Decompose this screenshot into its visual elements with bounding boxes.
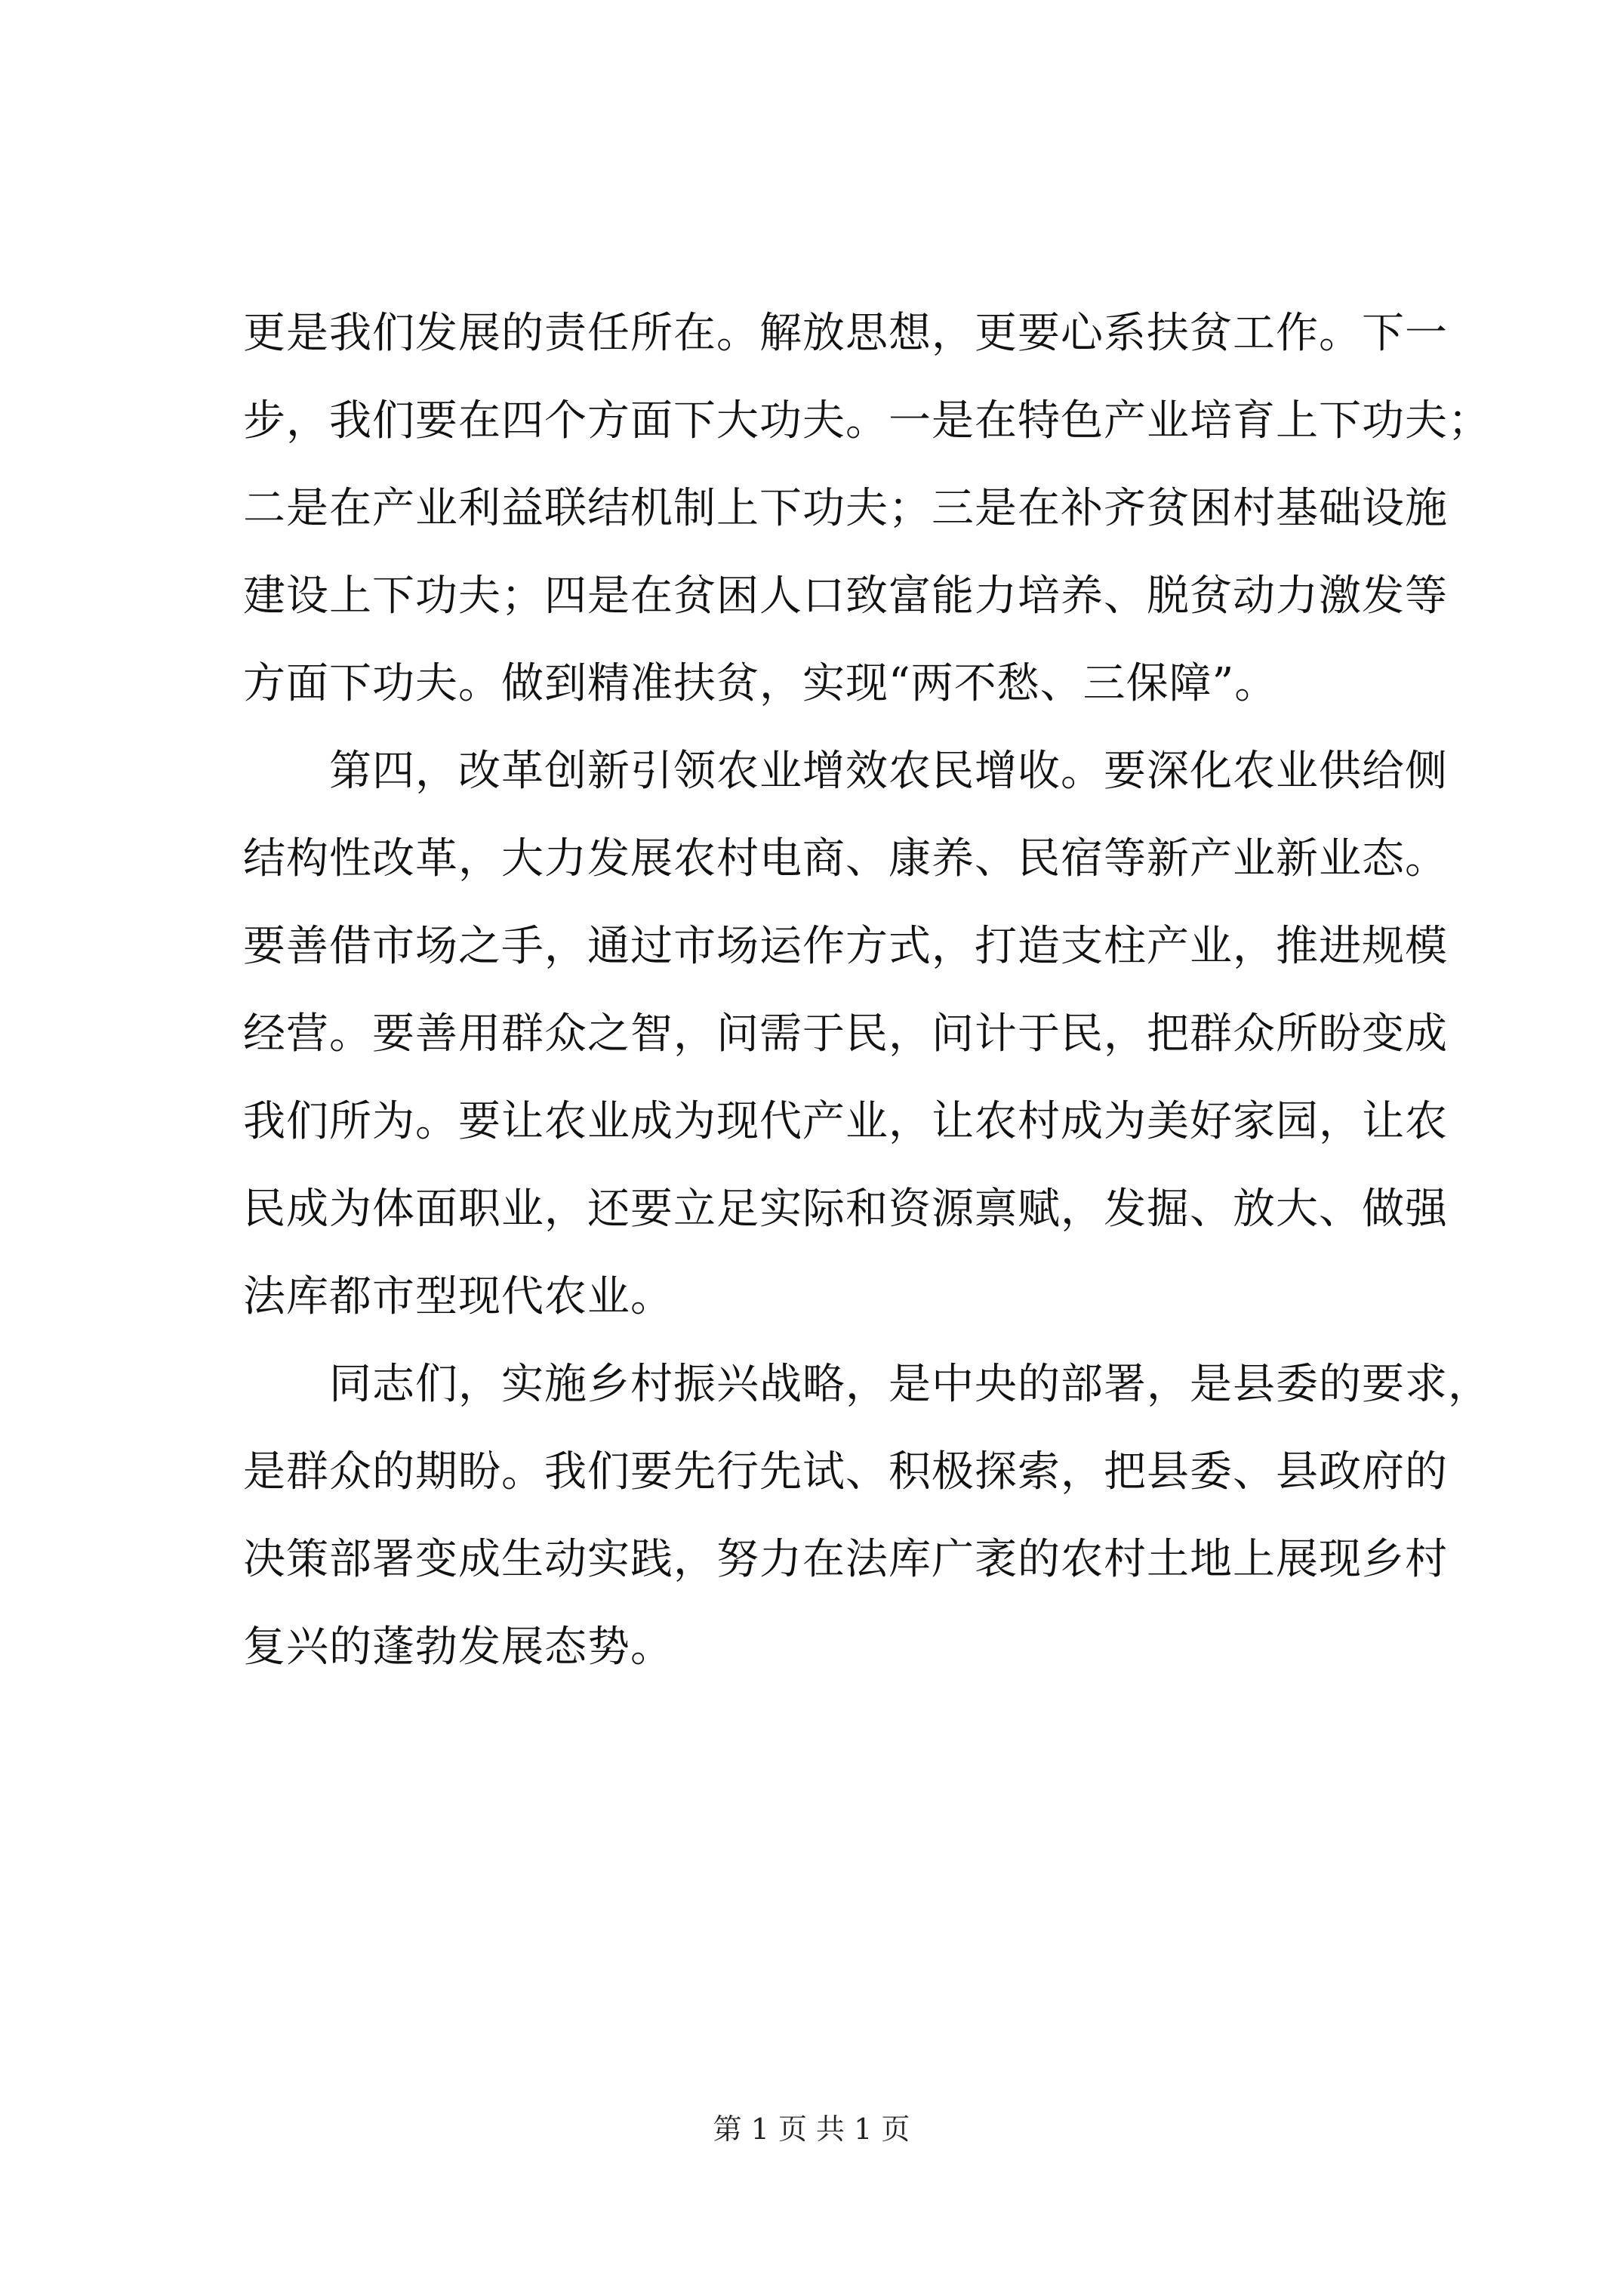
text-line: 二是在产业利益联结机制上下功夫；三是在补齐贫困村基础设施	[243, 484, 1448, 533]
text-line: 结构性改革，大力发展农村电商、康养、民宿等新产业新业态。	[243, 834, 1448, 883]
text-line: 法库都市型现代农业。	[243, 1272, 673, 1321]
paragraph-start-line: 第四，改革创新引领农业增效农民增收。要深化农业供给侧	[243, 747, 1448, 796]
text-line: 要善借市场之手，通过市场运作方式，打造支柱产业，推进规模	[243, 922, 1448, 971]
text-line: 更是我们发展的责任所在。解放思想，更要心系扶贫工作。下一	[243, 309, 1448, 358]
paragraph-start-line: 同志们，实施乡村振兴战略，是中央的部署，是县委的要求，	[243, 1360, 1491, 1409]
text-line: 复兴的蓬勃发展态势。	[243, 1623, 673, 1672]
text-line: 我们所为。要让农业成为现代产业，让农村成为美好家园，让农	[243, 1097, 1448, 1146]
text-line: 经营。要善用群众之智，问需于民，问计于民，把群众所盼变成	[243, 1009, 1448, 1059]
text-line: 决策部署变成生动实践，努力在法库广袤的农村土地上展现乡村	[243, 1535, 1448, 1584]
page-number-footer: 第 1 页 共 1 页	[713, 2113, 910, 2146]
document-body	[243, 290, 1491, 1691]
text-line: 民成为体面职业，还要立足实际和资源禀赋，发掘、放大、做强	[243, 1185, 1448, 1234]
text-line: 步，我们要在四个方面下大功夫。一是在特色产业培育上下功夫；	[243, 396, 1491, 445]
text-line: 方面下功夫。做到精准扶贫，实现“两不愁、三保障”。	[243, 659, 1278, 708]
text-line: 是群众的期盼。我们要先行先试、积极探索，把县委、县政府的	[243, 1447, 1448, 1496]
text-line: 建设上下功夫；四是在贫困人口致富能力培养、脱贫动力激发等	[243, 572, 1448, 621]
